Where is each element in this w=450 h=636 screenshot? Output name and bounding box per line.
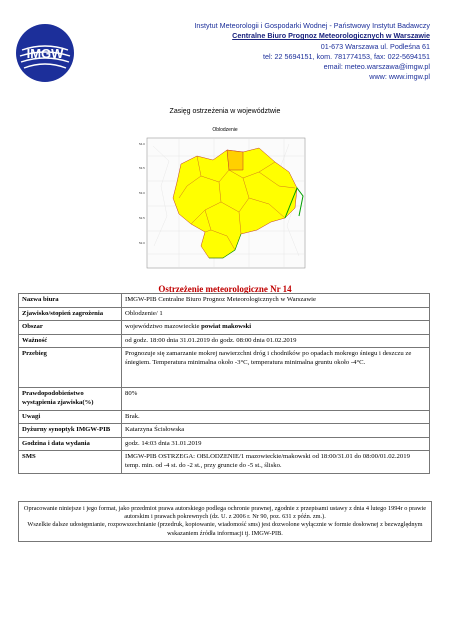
warning-table xyxy=(18,293,430,474)
copyright-line-2: Wszelkie dalsze udostępnianie, rozpowszechnianie (przedruk, kopiowanie, wiadomość sms) jest dozwolone wyłącznie w formie dosłownej z bezwzględnym wskazaniem źródła informacji tj. IMGW-PIB. xyxy=(27,521,423,537)
address: 01-673 Warszawa ul. Podleśna 61 xyxy=(320,41,430,51)
warning-title: Ostrzeżenie meteorologiczne Nr 14 xyxy=(158,284,292,294)
area-powiat: powiat makowski xyxy=(201,323,252,331)
table-row xyxy=(19,410,430,424)
row-value: Prognozuje się zamarzanie mokrej nawierzchni dróg i chodników po opadach mokrego śniegu i deszczu ze śniegiem. Temperatura minimalna około -3°C, temperatura minimalna gruntu około -4°C. xyxy=(122,348,430,388)
row-key: Obszar xyxy=(19,321,122,335)
area-voivodeship: województwo mazowieckie xyxy=(125,323,200,331)
table-row xyxy=(19,388,430,410)
row-value: od godz. 18:00 dnia 31.01.2019 do godz. 08:00 dnia 01.02.2019 xyxy=(122,334,430,348)
row-key: SMS xyxy=(19,451,122,473)
row-value: Oblodzenie/ 1 xyxy=(122,307,430,321)
table-row xyxy=(19,451,430,473)
row-key: Godzina i data wydania xyxy=(19,437,122,451)
map-caption: Zasięg ostrzeżenia w województwie xyxy=(169,108,281,115)
logo-text: IMGW xyxy=(26,46,64,61)
row-key: Prawdopodobieństwo wystąpienia zjawiska(%) xyxy=(19,388,122,410)
table-row xyxy=(19,294,430,308)
warning-map: Oblodzenie 54.0 53.5 53.0 52.5 52.0 xyxy=(139,126,311,272)
table-row xyxy=(19,437,430,451)
row-key: Uwagi xyxy=(19,410,122,424)
map-graphic xyxy=(139,126,311,272)
bureau-name: Centralne Biuro Prognoz Meteorologicznych w Warszawie xyxy=(232,31,430,41)
row-value: 80% xyxy=(122,388,430,410)
warning-area-powiat xyxy=(227,150,243,170)
copyright-notice xyxy=(18,501,432,542)
row-key: Zjawisko/stopień zagrożenia xyxy=(19,307,122,321)
table-row xyxy=(19,321,430,335)
table-row xyxy=(19,307,430,321)
row-value xyxy=(122,321,430,335)
map-label: Oblodzenie xyxy=(212,127,238,133)
table-row xyxy=(19,348,430,388)
email[interactable]: email: meteo.warszawa@imgw.pl xyxy=(323,62,430,72)
copyright-line-1: Opracowanie niniejsze i jego format, jako przedmiot prawa autorskiego podlega ochronie prawnej, zgodnie z przepisami ustawy z dnia 4 lutego 1994r o prawie autorskim i prawach pokrewnych (dz. U. z 2006 r. Nr 90, poz. 631 z późn. zm.). xyxy=(23,505,427,521)
institute-header xyxy=(194,21,430,83)
row-key: Przebieg xyxy=(19,348,122,388)
website[interactable]: www: www.imgw.pl xyxy=(369,72,430,82)
phones: tel: 22 5694151, kom. 781774153, fax: 022-5694151 xyxy=(262,51,430,61)
row-key: Ważność xyxy=(19,334,122,348)
row-value: IMGW-PIB OSTRZEGA: OBLODZENIE/1 mazowieckie/makowski od 18:00/31.01 do 08:00/01.02.2019 temp. min. od -4 st. do -2 st., przy gruncie do -5 st., ślisko. xyxy=(122,451,430,473)
row-value: godz. 14:03 dnia 31.01.2019 xyxy=(122,437,430,451)
institute-name: Instytut Meteorologii i Gospodarki Wodnej - Państwowy Instytut Badawczy xyxy=(194,21,430,30)
imgw-logo xyxy=(14,22,76,84)
row-value: Katarzyna Ścisłowska xyxy=(122,424,430,438)
row-value: IMGW-PIB Centralne Biuro Prognoz Meteorologicznych w Warszawie xyxy=(122,294,430,308)
table-row xyxy=(19,424,430,438)
table-row xyxy=(19,334,430,348)
row-key: Nazwa biura xyxy=(19,294,122,308)
row-key: Dyżurny synoptyk IMGW-PIB xyxy=(19,424,122,438)
row-value: Brak. xyxy=(122,410,430,424)
